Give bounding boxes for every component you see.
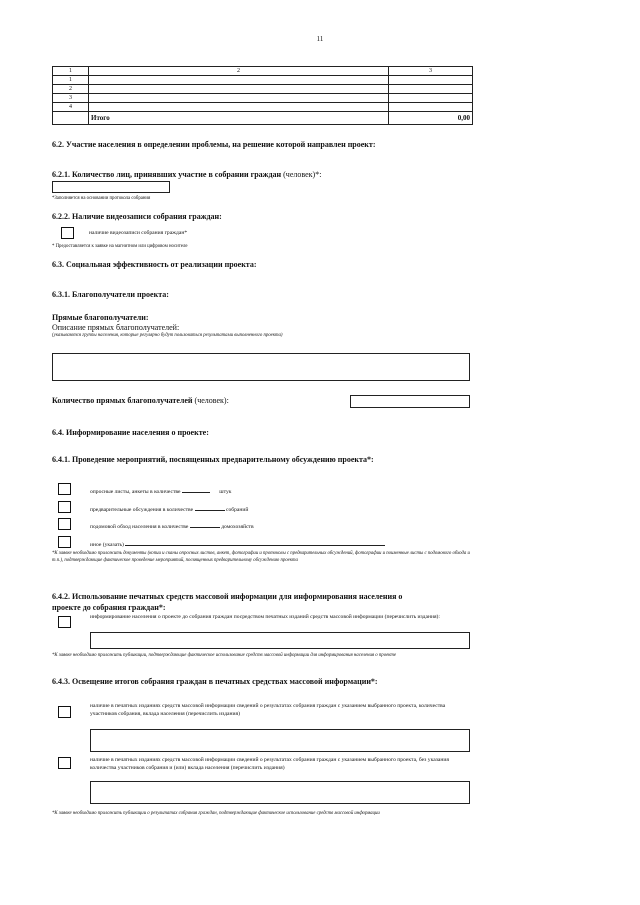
direct-beneficiaries-title: Прямые благополучатели: xyxy=(52,313,149,322)
table-row xyxy=(53,103,473,112)
table-cell[interactable] xyxy=(389,85,473,94)
questionnaires-checkbox[interactable] xyxy=(58,483,71,495)
discussions-count-field[interactable] xyxy=(195,504,225,511)
pre-meeting-media-label: информирование населения о проекте до собрания граждан посредством печатных изданий средств массовой информации (перечислить издания): xyxy=(90,614,440,620)
total-label: Итого xyxy=(89,112,389,125)
questionnaires-count-field[interactable] xyxy=(182,486,210,493)
results-without-details-list-field[interactable] xyxy=(90,781,470,804)
section-6-4-2-note: *К заявке необходимо приложить публикации, подтверждающие фактическое использование средств массовой информации для информирования населения о проекте xyxy=(52,653,397,658)
section-6-4-2-title-line1: 6.4.2. Использование печатных средств массовой информации для информирования населения о xyxy=(52,592,403,601)
door-to-door-checkbox[interactable] xyxy=(58,518,71,530)
direct-beneficiaries-desc-label: Описание прямых благополучателей: xyxy=(52,323,180,332)
section-6-4-title: 6.4. Информирование населения о проекте: xyxy=(52,428,209,437)
direct-beneficiaries-count-label: Количество прямых благополучателей (человек): xyxy=(52,396,229,405)
table-row xyxy=(53,94,473,103)
table-row-number: 1 xyxy=(53,76,89,85)
table-cell[interactable] xyxy=(389,76,473,85)
preliminary-discussions-label: предварительные обсуждения в количестве собраний xyxy=(90,504,248,513)
results-with-details-list-field[interactable] xyxy=(90,729,470,752)
questionnaires-label: опросные листы, анкеты в количестве штук xyxy=(90,486,232,495)
section-6-2-title: 6.2. Участие населения в определении проблемы, на решение которой направлен проект: xyxy=(52,140,376,149)
table-cell[interactable] xyxy=(389,94,473,103)
preliminary-discussions-checkbox[interactable] xyxy=(58,501,71,513)
total-value: 0,00 xyxy=(389,112,473,125)
section-6-2-1-note: *Заполняется на основании протокола собрания xyxy=(52,196,151,201)
table-cell[interactable] xyxy=(389,103,473,112)
other-label: иное (указать) xyxy=(90,539,385,548)
table-cell[interactable] xyxy=(89,85,389,94)
table-row-number: 4 xyxy=(53,103,89,112)
table-row xyxy=(53,76,473,85)
table-row-number: 2 xyxy=(53,85,89,94)
section-6-4-1-note: *К заявке необходимо приложить документы (копии и сканы опросных листов, анкет, фотографии и протоколы с предварительных обсуждений, фотографии и поименные листы с подомового обхода и т.п.), подтверждающие фактическое проведение мероприятий, посвященных предварительному обсуждению проекта xyxy=(52,551,470,563)
table-header-cell: 1 xyxy=(53,67,89,76)
pre-meeting-media-list-field[interactable] xyxy=(90,632,470,649)
section-6-4-1-title: 6.4.1. Проведение мероприятий, посвященных предварительному обсуждению проекта*: xyxy=(52,455,374,464)
section-6-2-1-title: 6.2.1. Количество лиц, принявших участие в собрании граждан (человек)*: xyxy=(52,170,322,179)
video-recording-label: наличие видеозаписи собрания граждан* xyxy=(89,230,188,236)
results-without-details-checkbox[interactable] xyxy=(58,757,71,769)
results-without-details-label: наличие в печатных изданиях средств массовой информации сведений о результатах собрания граждан с указанием выбранного проекта, без указания количества участников собрания и (или) вклада населения (перечислить издания) xyxy=(90,757,449,771)
section-6-4-3-note: *К заявке необходимо приложить публикации о результатах собрания граждан, подтверждающие фактическое использование средств массовой информации xyxy=(52,811,380,816)
other-specify-field[interactable] xyxy=(125,539,385,546)
page-number: 11 xyxy=(316,35,324,43)
table-header-cell: 3 xyxy=(389,67,473,76)
door-to-door-label: подомовой обход населения в количестве домохозяйств xyxy=(90,521,254,530)
section-6-4-3-title: 6.4.3. Освещение итогов собрания граждан в печатных средствах массовой информации*: xyxy=(52,677,378,686)
table-row xyxy=(53,85,473,94)
results-with-details-checkbox[interactable] xyxy=(58,706,71,718)
pre-meeting-media-checkbox[interactable] xyxy=(58,616,71,628)
section-6-2-2-title: 6.2.2. Наличие видеозаписи собрания граждан: xyxy=(52,212,222,221)
direct-beneficiaries-count-field[interactable] xyxy=(350,395,470,408)
results-with-details-label: наличие в печатных изданиях средств массовой информации сведений о результатах собрания граждан с указанием выбранного проекта, количества участников собрания, вклада населения (перечислить издания) xyxy=(90,703,446,717)
table-cell[interactable] xyxy=(89,94,389,103)
direct-beneficiaries-hint: (указываются группы населения, которые регулярно будут пользоваться результатами выполненного проекта) xyxy=(52,333,283,338)
section-6-4-2-title-line2: проекте до собрания граждан*: xyxy=(52,603,166,612)
table-header-row xyxy=(53,67,473,76)
table-header-cell: 2 xyxy=(89,67,389,76)
table-total-row xyxy=(53,112,473,125)
participants-count-field[interactable] xyxy=(52,181,170,193)
table-row-number: 3 xyxy=(53,94,89,103)
section-6-2-2-note: * Предоставляется к заявке на магнитном или цифровом носителе xyxy=(52,244,188,249)
table-cell[interactable] xyxy=(89,76,389,85)
direct-beneficiaries-description-field[interactable] xyxy=(52,353,470,381)
table-cell[interactable] xyxy=(89,103,389,112)
other-checkbox[interactable] xyxy=(58,536,71,548)
video-recording-checkbox[interactable] xyxy=(61,227,74,239)
section-6-3-title: 6.3. Социальная эффективность от реализации проекта: xyxy=(52,260,257,269)
section-6-3-1-title: 6.3.1. Благополучатели проекта: xyxy=(52,290,169,299)
budget-table xyxy=(52,66,473,125)
households-count-field[interactable] xyxy=(190,521,220,528)
